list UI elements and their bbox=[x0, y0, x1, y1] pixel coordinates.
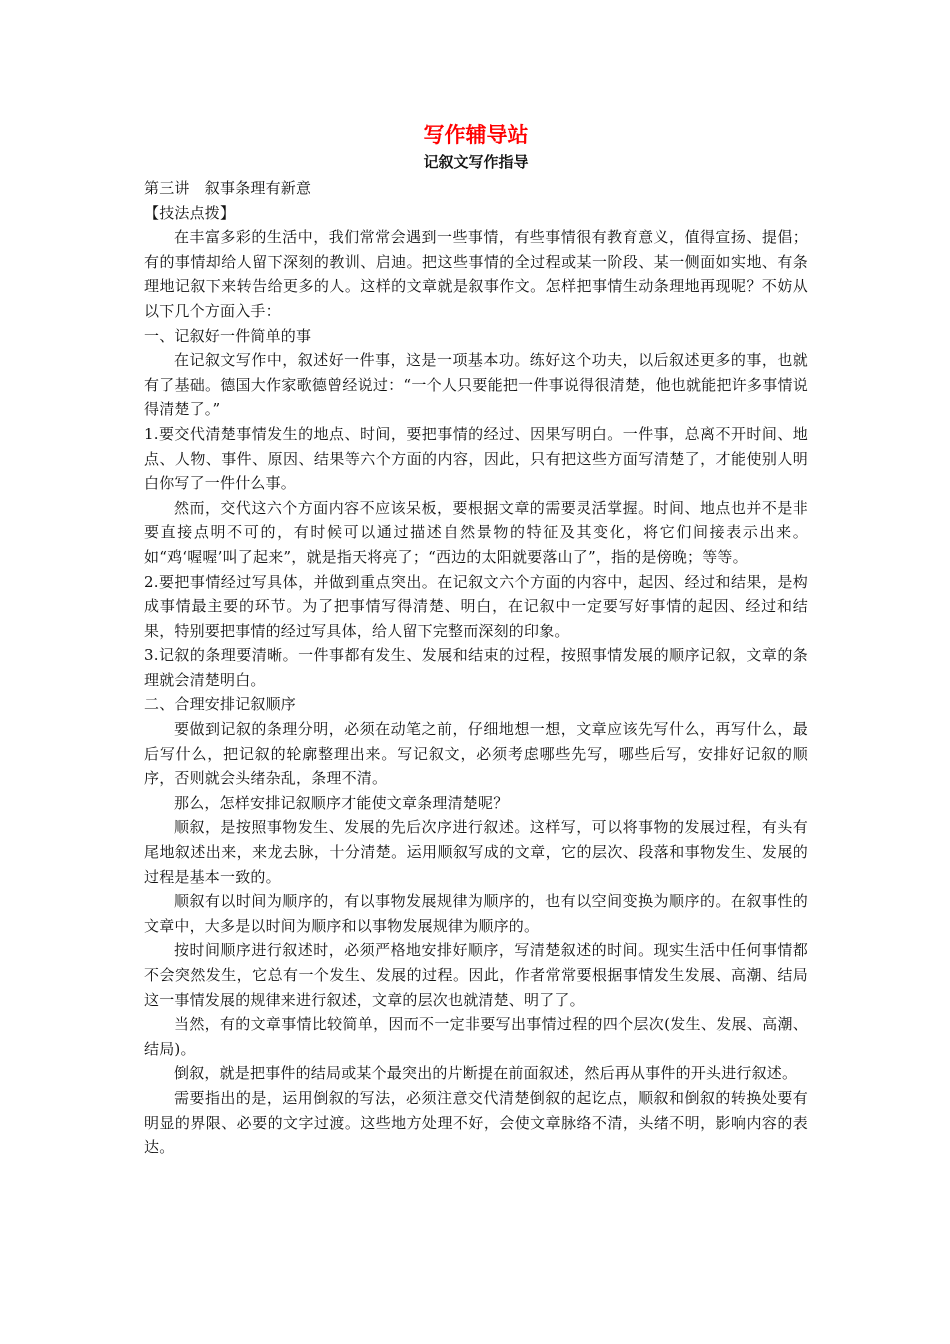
paragraph-2: 然而，交代这六个方面内容不应该呆板，要根据文章的需要灵活掌握。时间、地点也并不是非要直接点明不可的，有时候可以通过描述自然景物的特征及其变化，将它们间接表示出来。如“鸡‘喔喔’叫了起来”，就是指天将亮了；“西边的太阳就要落山了”，指的是傍晚；等等。 bbox=[144, 498, 808, 566]
paragraph-9: 倒叙，就是把事件的结局或某个最突出的片断提在前面叙述，然后再从事件的开头进行叙述。 bbox=[174, 1064, 798, 1083]
intro-paragraph: 在丰富多彩的生活中，我们常常会遇到一些事情，有些事情很有教育意义，值得宣扬、提倡；有的事情却给人留下深刻的教训、启迪。把这些事情的全过程或某一阶段、某一侧面如实地、有条理地记叙下来转告给更多的人。这样的文章就是叙事作文。怎样把事情生动条理地再现呢？不妨从以下几个方面入手： bbox=[144, 228, 808, 320]
list-item-2: 2.要把事情经过写具体，并做到重点突出。在记叙文六个方面的内容中，起因、经过和结果，是构成事情最主要的环节。为了把事情写得清楚、明白，在记叙中一定要写好事情的起因、经过和结果，特别要把事情的经过写具体，给人留下完整而深刻的印象。 bbox=[144, 572, 808, 640]
lecture-heading: 第三讲 叙事条理有新意 bbox=[144, 179, 312, 197]
list-item-3: 3.记叙的条理要清晰。一件事都有发生、发展和结束的过程，按照事情发展的顺序记叙，文章的条理就会清楚明白。 bbox=[144, 646, 808, 689]
paragraph-7: 按时间顺序进行叙述时，必须严格地安排好顺序，写清楚叙述的时间。现实生活中任何事情都不会突然发生，它总有一个发生、发展的过程。因此，作者常常要根据事情发生发展、高潮、结局这一事情发展的规律来进行叙述，文章的层次也就清楚、明了了。 bbox=[144, 941, 808, 1009]
paragraph-4: 那么，怎样安排记叙顺序才能使文章条理清楚呢？ bbox=[174, 793, 509, 812]
heading-two: 二、合理安排记叙顺序 bbox=[144, 695, 297, 714]
heading-one: 一、记叙好一件简单的事 bbox=[144, 326, 312, 345]
document-title: 写作辅导站 bbox=[423, 123, 529, 147]
section-tag: 【技法点拨】 bbox=[144, 203, 236, 222]
document-page bbox=[144, 120, 808, 1160]
paragraph-5: 顺叙，是按照事物发生、发展的先后次序进行叙述。这样写，可以将事物的发展过程，有头有尾地叙述出来，来龙去脉，十分清楚。运用顺叙写成的文章，它的层次、段落和事物发生、发展的过程是基本一致的。 bbox=[144, 818, 808, 886]
document-subtitle: 记叙文写作指导 bbox=[423, 153, 529, 171]
paragraph-10: 需要指出的是，运用倒叙的写法，必须注意交代清楚倒叙的起讫点，顺叙和倒叙的转换处要有明显的界限、必要的文字过渡。这些地方处理不好，会使文章脉络不清，头绪不明，影响内容的表达。 bbox=[144, 1088, 808, 1157]
list-item-1: 1.要交代清楚事情发生的地点、时间，要把事情的经过、因果写明白。一件事，总离不开时间、地点、人物、事件、原因、结果等六个方面的内容，因此，只有把这些方面写清楚了，才能使别人明白你写了一件什么事。 bbox=[144, 424, 808, 493]
paragraph-8: 当然，有的文章事情比较简单，因而不一定非要写出事情过程的四个层次(发生、发展、高潮、结局)。 bbox=[144, 1015, 808, 1058]
paragraph-1: 在记叙文写作中，叙述好一件事，这是一项基本功。练好这个功夫，以后叙述更多的事，也就有了基础。德国大作家歌德曾经说过：“一个人只要能把一件事说得很清楚，他也就能把许多事情说得清楚了。” bbox=[144, 351, 808, 419]
paragraph-6: 顺叙有以时间为顺序的，有以事物发展规律为顺序的，也有以空间变换为顺序的。在叙事性的文章中，大多是以时间为顺序和以事物发展规律为顺序的。 bbox=[144, 892, 808, 935]
paragraph-3: 要做到记叙的条理分明，必须在动笔之前，仔细地想一想，文章应该先写什么，再写什么，最后写什么，把记叙的轮廓整理出来。写记叙文，必须考虑哪些先写，哪些后写，安排好记叙的顺序，否则就会头绪杂乱，条理不清。 bbox=[144, 720, 808, 788]
